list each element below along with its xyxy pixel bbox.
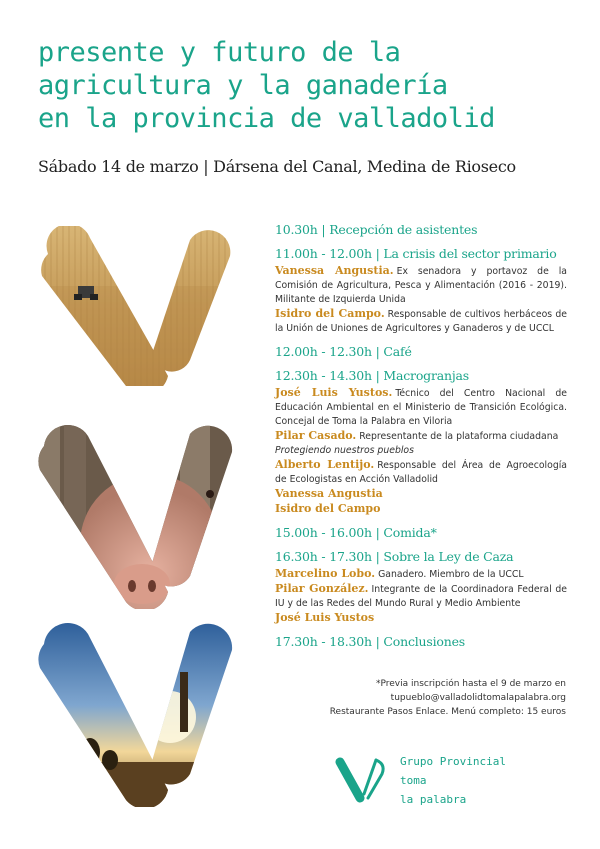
program-slot <box>275 549 567 626</box>
slot-time: 10.30h | Recepción de asistentes <box>275 222 478 237</box>
speaker-note: Protegiendo nuestros pueblos <box>275 445 414 456</box>
speaker-entry <box>275 458 567 487</box>
speaker-name: José Luis Yustos <box>275 611 375 624</box>
event-date-location: Sábado 14 de marzo | Dársena del Canal, Medina de Rioseco <box>38 157 516 176</box>
speaker-name: Marcelino Lobo. <box>275 567 376 580</box>
speaker-bio: Integrante de la Coordinadora Federal de IU y de las Redes del Mundo Rural y Medio Ambiente <box>275 584 567 609</box>
brand-name <box>400 752 506 809</box>
note-line: *Previa inscripción hasta el 9 de marzo en <box>375 679 566 689</box>
program-slot <box>275 634 567 650</box>
slot-time: 16.30h - 17.30h | Sobre la Ley de Caza <box>275 549 514 564</box>
speaker-name: Isidro del Campo <box>275 502 381 515</box>
note-line: Restaurante Pasos Enlace. Menú completo: 15 euros <box>329 707 566 717</box>
speaker-entry <box>275 264 567 307</box>
speaker-name: Alberto Lentijo. <box>275 458 375 471</box>
speaker-name: Pilar González. <box>275 582 369 595</box>
speaker-name: Isidro del Campo. <box>275 307 385 320</box>
page-title <box>38 36 578 135</box>
registration-notes <box>330 677 566 719</box>
wheat-field-image <box>30 226 240 386</box>
program-slot <box>275 525 567 541</box>
note-email: tupueblo@valladolidtomalapalabra.org <box>390 693 566 703</box>
brand-line: la palabra <box>400 793 467 806</box>
program-slot <box>275 246 567 336</box>
speaker-name: Vanessa Angustia. <box>275 264 394 277</box>
program-slot <box>275 368 567 517</box>
slot-time: 15.00h - 16.00h | Comida* <box>275 525 437 540</box>
speaker-name: José Luis Yustos. <box>275 386 393 399</box>
speaker-name: Pilar Casado. <box>275 429 357 442</box>
speaker-entry <box>275 582 567 611</box>
sunset-image <box>30 622 240 807</box>
speaker-bio: Responsable de cultivos herbáceos de la Unión de Uniones de Agricultores y Ganaderos y de UCCL <box>275 309 567 334</box>
speaker-bio: Técnico del Centro Nacional de Educación Ambiental en el Ministerio de Transición Ecológica. Concejal de Toma la Palabra en Viloria <box>275 388 567 427</box>
speaker-entry <box>275 429 567 458</box>
toma-la-palabra-logo-icon <box>334 754 390 804</box>
slot-time: 12.00h - 12.30h | Café <box>275 344 412 359</box>
event-program <box>275 222 567 658</box>
speaker-bio: Representante de la plataforma ciudadana <box>359 431 559 442</box>
title-line-2: agricultura y la ganadería <box>38 70 448 101</box>
slot-time: 12.30h - 14.30h | Macrogranjas <box>275 368 469 383</box>
speaker-entry <box>275 307 567 336</box>
title-line-3: en la provincia de valladolid <box>38 103 495 134</box>
speaker-entry <box>275 611 567 626</box>
speaker-bio: Responsable del Área de Agroecología de Ecologistas en Acción Valladolid <box>275 460 567 485</box>
slot-time: 17.30h - 18.30h | Conclusiones <box>275 634 465 649</box>
speaker-entry <box>275 487 567 502</box>
title-line-1: presente y futuro de la <box>38 37 401 68</box>
brand-line: Grupo Provincial <box>400 755 506 768</box>
program-slot <box>275 344 567 360</box>
speaker-entry <box>275 502 567 517</box>
program-slot <box>275 222 567 238</box>
brand-block <box>334 752 574 812</box>
speaker-entry <box>275 386 567 429</box>
speaker-bio: Ex senadora y portavoz de la Comisión de Agricultura, Pesca y Alimentación (2016 - 2019). Militante de Izquierda Unida <box>275 266 567 305</box>
speaker-name: Vanessa Angustia <box>275 487 383 500</box>
speaker-entry <box>275 567 567 582</box>
pig-image <box>30 424 240 609</box>
brand-line: toma <box>400 774 427 787</box>
speaker-bio: Ganadero. Miembro de la UCCL <box>378 569 524 580</box>
slot-time: 11.00h - 12.00h | La crisis del sector primario <box>275 246 557 261</box>
